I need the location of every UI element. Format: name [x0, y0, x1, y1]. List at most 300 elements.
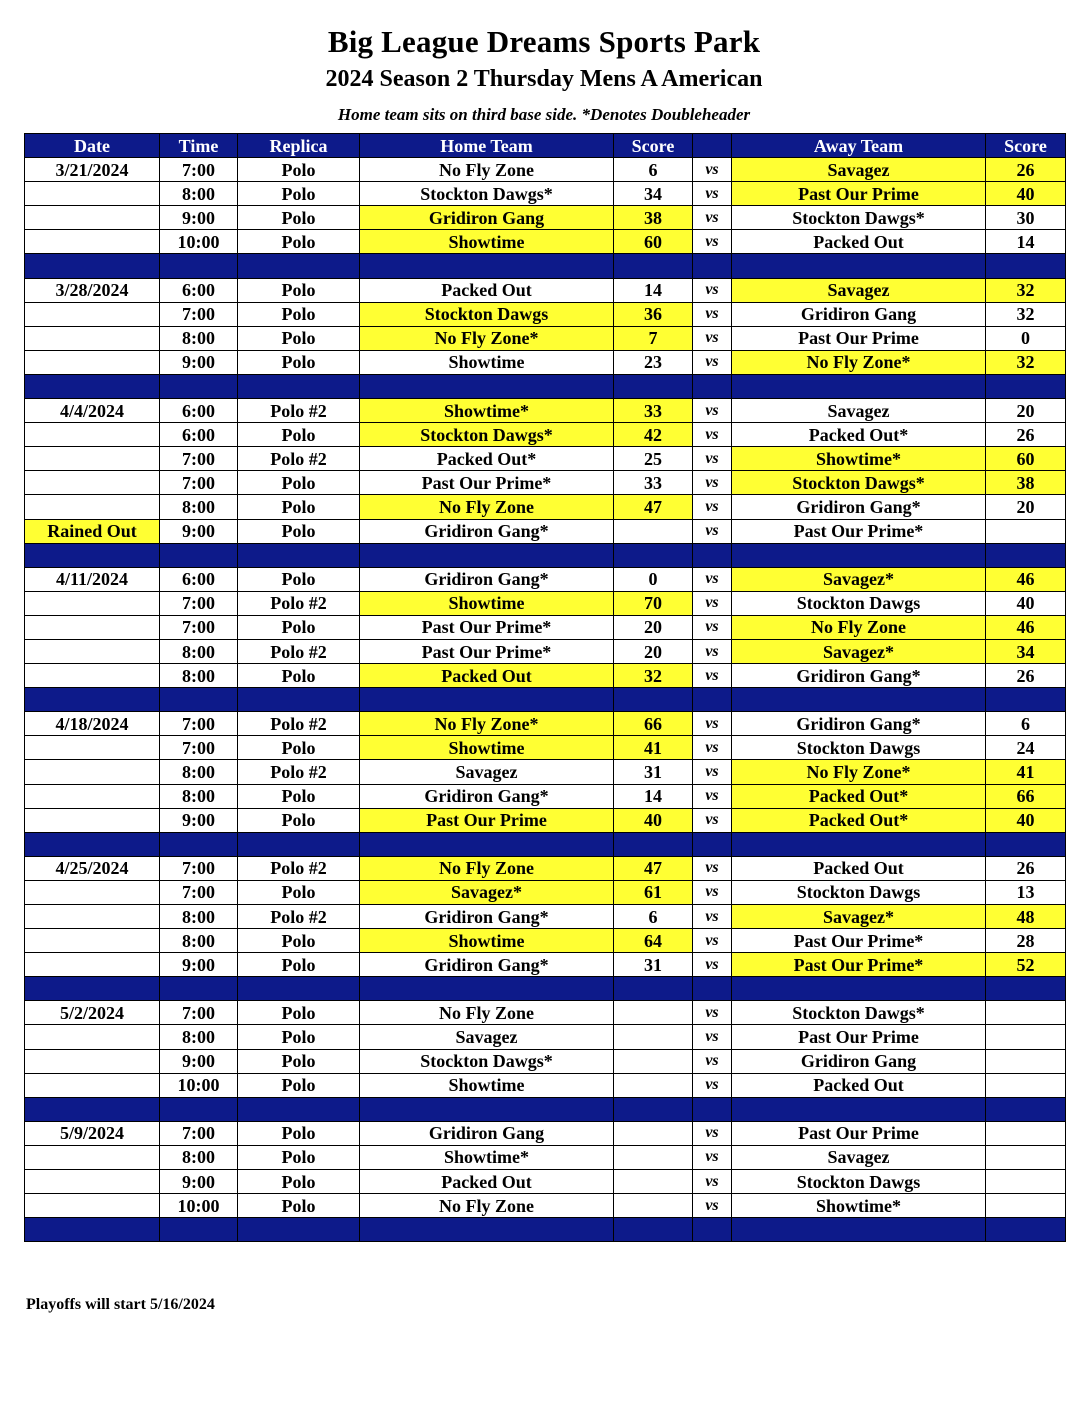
time-cell: 8:00 — [160, 929, 238, 953]
separator-cell — [360, 977, 614, 1001]
time-cell: 7:00 — [160, 591, 238, 615]
separator-cell — [25, 374, 160, 398]
vs-cell: vs — [693, 856, 732, 880]
week-separator-row — [25, 977, 1066, 1001]
vs-cell: vs — [693, 760, 732, 784]
home-score-cell — [614, 519, 693, 543]
game-row — [25, 953, 1066, 977]
home-team-cell: No Fly Zone* — [360, 712, 614, 736]
separator-cell — [160, 977, 238, 1001]
time-cell: 7:00 — [160, 471, 238, 495]
date-cell — [25, 736, 160, 760]
away-team-cell: Stockton Dawgs — [732, 1170, 986, 1194]
time-cell: 10:00 — [160, 1073, 238, 1097]
home-team-cell: Gridiron Gang* — [360, 784, 614, 808]
vs-cell: vs — [693, 929, 732, 953]
week-separator-row — [25, 1218, 1066, 1242]
separator-cell — [160, 1218, 238, 1242]
week-separator-row — [25, 543, 1066, 567]
game-row — [25, 230, 1066, 254]
home-score-cell: 34 — [614, 182, 693, 206]
game-row — [25, 784, 1066, 808]
time-cell: 7:00 — [160, 880, 238, 904]
game-row — [25, 278, 1066, 302]
separator-cell — [238, 374, 360, 398]
time-cell: 7:00 — [160, 712, 238, 736]
away-score-cell — [986, 1025, 1066, 1049]
time-cell: 9:00 — [160, 206, 238, 230]
away-score-cell: 26 — [986, 664, 1066, 688]
home-score-cell: 41 — [614, 736, 693, 760]
away-score-cell — [986, 1145, 1066, 1169]
separator-cell — [986, 832, 1066, 856]
vs-cell: vs — [693, 399, 732, 423]
separator-cell — [238, 832, 360, 856]
date-cell — [25, 350, 160, 374]
home-team-cell: Past Our Prime* — [360, 615, 614, 639]
home-team-cell: Savagez — [360, 1025, 614, 1049]
replica-cell: Polo — [238, 326, 360, 350]
vs-cell: vs — [693, 808, 732, 832]
page-subtitle: 2024 Season 2 Thursday Mens A American — [325, 66, 763, 92]
separator-cell — [25, 832, 160, 856]
home-team-cell: No Fly Zone* — [360, 326, 614, 350]
vs-cell: vs — [693, 182, 732, 206]
away-team-cell: Savagez — [732, 278, 986, 302]
away-team-cell: Past Our Prime* — [732, 929, 986, 953]
separator-cell — [986, 1097, 1066, 1121]
away-score-cell — [986, 1194, 1066, 1218]
game-row — [25, 1121, 1066, 1145]
game-row — [25, 447, 1066, 471]
col-header-away-team: Away Team — [732, 134, 986, 158]
separator-cell — [360, 1218, 614, 1242]
home-team-cell: No Fly Zone — [360, 158, 614, 182]
replica-cell: Polo — [238, 1194, 360, 1218]
away-score-cell: 0 — [986, 326, 1066, 350]
vs-cell: vs — [693, 1001, 732, 1025]
date-cell: 4/11/2024 — [25, 567, 160, 591]
game-row — [25, 182, 1066, 206]
home-score-cell — [614, 1170, 693, 1194]
game-row — [25, 158, 1066, 182]
home-team-cell: No Fly Zone — [360, 495, 614, 519]
away-team-cell: Savagez* — [732, 905, 986, 929]
vs-cell: vs — [693, 1194, 732, 1218]
time-cell: 6:00 — [160, 423, 238, 447]
separator-cell — [238, 1218, 360, 1242]
page-title: Big League Dreams Sports Park — [327, 24, 761, 59]
col-header-home-score: Score — [614, 134, 693, 158]
date-cell — [25, 1194, 160, 1218]
vs-cell: vs — [693, 1073, 732, 1097]
date-cell: 4/25/2024 — [25, 856, 160, 880]
replica-cell: Polo — [238, 302, 360, 326]
date-cell — [25, 1145, 160, 1169]
home-team-cell: No Fly Zone — [360, 1001, 614, 1025]
separator-cell — [732, 254, 986, 278]
date-cell — [25, 447, 160, 471]
separator-cell — [238, 254, 360, 278]
vs-cell: vs — [693, 302, 732, 326]
home-team-cell: Showtime — [360, 591, 614, 615]
separator-cell — [160, 832, 238, 856]
replica-cell: Polo — [238, 495, 360, 519]
date-cell — [25, 1073, 160, 1097]
home-team-cell: Gridiron Gang* — [360, 905, 614, 929]
schedule-body — [25, 158, 1066, 1242]
separator-cell — [360, 832, 614, 856]
replica-cell: Polo — [238, 953, 360, 977]
away-team-cell: Packed Out* — [732, 423, 986, 447]
separator-cell — [25, 977, 160, 1001]
away-team-cell: Past Our Prime* — [732, 953, 986, 977]
replica-cell: Polo — [238, 423, 360, 447]
separator-cell — [732, 977, 986, 1001]
date-cell — [25, 905, 160, 929]
replica-cell: Polo #2 — [238, 712, 360, 736]
game-row — [25, 905, 1066, 929]
away-score-cell: 40 — [986, 591, 1066, 615]
date-cell: 5/2/2024 — [25, 1001, 160, 1025]
game-row — [25, 1145, 1066, 1169]
time-cell: 8:00 — [160, 639, 238, 663]
away-team-cell: Stockton Dawgs* — [732, 471, 986, 495]
replica-cell: Polo — [238, 206, 360, 230]
separator-cell — [986, 374, 1066, 398]
game-row — [25, 880, 1066, 904]
vs-cell: vs — [693, 471, 732, 495]
replica-cell: Polo — [238, 1121, 360, 1145]
col-header-date: Date — [25, 134, 160, 158]
home-team-cell: Showtime — [360, 1073, 614, 1097]
home-score-cell: 61 — [614, 880, 693, 904]
home-team-cell: Stockton Dawgs — [360, 302, 614, 326]
time-cell: 8:00 — [160, 905, 238, 929]
away-score-cell — [986, 1001, 1066, 1025]
home-team-cell: Packed Out — [360, 664, 614, 688]
home-team-cell: Showtime — [360, 230, 614, 254]
away-score-cell: 32 — [986, 278, 1066, 302]
col-header-home-team: Home Team — [360, 134, 614, 158]
date-cell — [25, 302, 160, 326]
game-row — [25, 639, 1066, 663]
week-separator-row — [25, 254, 1066, 278]
home-score-cell: 70 — [614, 591, 693, 615]
replica-cell: Polo — [238, 350, 360, 374]
date-cell — [25, 639, 160, 663]
vs-cell: vs — [693, 712, 732, 736]
replica-cell: Polo — [238, 1025, 360, 1049]
away-score-cell: 48 — [986, 905, 1066, 929]
date-cell — [25, 423, 160, 447]
game-row — [25, 856, 1066, 880]
vs-cell: vs — [693, 326, 732, 350]
time-cell: 8:00 — [160, 760, 238, 784]
game-row — [25, 808, 1066, 832]
game-row — [25, 423, 1066, 447]
replica-cell: Polo #2 — [238, 639, 360, 663]
separator-cell — [732, 374, 986, 398]
date-cell: 3/21/2024 — [25, 158, 160, 182]
away-score-cell: 20 — [986, 495, 1066, 519]
home-team-cell: Showtime — [360, 350, 614, 374]
replica-cell: Polo — [238, 784, 360, 808]
home-score-cell — [614, 1025, 693, 1049]
home-score-cell — [614, 1073, 693, 1097]
away-team-cell: Packed Out — [732, 856, 986, 880]
date-cell — [25, 591, 160, 615]
separator-cell — [732, 1097, 986, 1121]
home-team-cell: Gridiron Gang — [360, 1121, 614, 1145]
away-score-cell: 30 — [986, 206, 1066, 230]
time-cell: 6:00 — [160, 278, 238, 302]
time-cell: 7:00 — [160, 615, 238, 639]
date-cell — [25, 880, 160, 904]
replica-cell: Polo #2 — [238, 399, 360, 423]
time-cell: 6:00 — [160, 567, 238, 591]
vs-cell: vs — [693, 495, 732, 519]
vs-cell: vs — [693, 1121, 732, 1145]
vs-cell: vs — [693, 1145, 732, 1169]
away-score-cell: 40 — [986, 808, 1066, 832]
home-score-cell: 66 — [614, 712, 693, 736]
home-team-cell: Gridiron Gang* — [360, 567, 614, 591]
game-row — [25, 495, 1066, 519]
game-row — [25, 1170, 1066, 1194]
separator-cell — [614, 977, 693, 1001]
vs-cell: vs — [693, 206, 732, 230]
vs-cell: vs — [693, 1025, 732, 1049]
game-row — [25, 471, 1066, 495]
home-score-cell: 7 — [614, 326, 693, 350]
away-score-cell: 32 — [986, 302, 1066, 326]
game-row — [25, 350, 1066, 374]
away-team-cell: Gridiron Gang* — [732, 664, 986, 688]
replica-cell: Polo — [238, 182, 360, 206]
away-score-cell: 46 — [986, 567, 1066, 591]
separator-cell — [732, 543, 986, 567]
separator-cell — [693, 688, 732, 712]
vs-cell: vs — [693, 567, 732, 591]
away-team-cell: Past Our Prime — [732, 326, 986, 350]
vs-cell: vs — [693, 784, 732, 808]
separator-cell — [238, 977, 360, 1001]
game-row — [25, 567, 1066, 591]
separator-cell — [360, 254, 614, 278]
away-score-cell: 34 — [986, 639, 1066, 663]
separator-cell — [732, 832, 986, 856]
away-score-cell: 26 — [986, 423, 1066, 447]
home-team-cell: Past Our Prime* — [360, 639, 614, 663]
separator-cell — [732, 688, 986, 712]
game-row — [25, 1194, 1066, 1218]
away-team-cell: Packed Out* — [732, 784, 986, 808]
time-cell: 7:00 — [160, 447, 238, 471]
time-cell: 7:00 — [160, 856, 238, 880]
time-cell: 8:00 — [160, 182, 238, 206]
replica-cell: Polo #2 — [238, 447, 360, 471]
separator-cell — [693, 254, 732, 278]
separator-cell — [360, 688, 614, 712]
away-score-cell — [986, 1049, 1066, 1073]
away-team-cell: Showtime* — [732, 1194, 986, 1218]
separator-cell — [360, 374, 614, 398]
replica-cell: Polo — [238, 230, 360, 254]
home-score-cell — [614, 1049, 693, 1073]
replica-cell: Polo #2 — [238, 591, 360, 615]
date-cell: 5/9/2024 — [25, 1121, 160, 1145]
away-team-cell: Gridiron Gang* — [732, 712, 986, 736]
home-team-cell: Gridiron Gang* — [360, 953, 614, 977]
doubleheader-note: Home team sits on third base side. *Denotes Doubleheader — [337, 105, 751, 124]
home-team-cell: Past Our Prime — [360, 808, 614, 832]
game-row — [25, 664, 1066, 688]
replica-cell: Polo — [238, 1170, 360, 1194]
separator-cell — [986, 254, 1066, 278]
away-team-cell: Past Our Prime — [732, 1025, 986, 1049]
away-team-cell: Savagez — [732, 1145, 986, 1169]
away-team-cell: No Fly Zone* — [732, 760, 986, 784]
vs-cell: vs — [693, 880, 732, 904]
time-cell: 8:00 — [160, 326, 238, 350]
away-team-cell: Packed Out — [732, 230, 986, 254]
home-score-cell: 47 — [614, 856, 693, 880]
away-team-cell: Savagez* — [732, 567, 986, 591]
away-team-cell: Packed Out* — [732, 808, 986, 832]
home-score-cell: 47 — [614, 495, 693, 519]
home-score-cell: 14 — [614, 784, 693, 808]
away-score-cell: 40 — [986, 182, 1066, 206]
home-score-cell: 31 — [614, 953, 693, 977]
game-row — [25, 519, 1066, 543]
date-cell — [25, 230, 160, 254]
date-cell — [25, 1025, 160, 1049]
separator-cell — [986, 543, 1066, 567]
time-cell: 7:00 — [160, 302, 238, 326]
home-score-cell: 23 — [614, 350, 693, 374]
away-score-cell — [986, 1121, 1066, 1145]
away-team-cell: Gridiron Gang — [732, 302, 986, 326]
time-cell: 10:00 — [160, 1194, 238, 1218]
replica-cell: Polo — [238, 736, 360, 760]
home-score-cell: 36 — [614, 302, 693, 326]
separator-cell — [693, 1218, 732, 1242]
replica-cell: Polo — [238, 1145, 360, 1169]
away-team-cell: No Fly Zone* — [732, 350, 986, 374]
separator-cell — [693, 543, 732, 567]
time-cell: 9:00 — [160, 1170, 238, 1194]
vs-cell: vs — [693, 905, 732, 929]
replica-cell: Polo — [238, 664, 360, 688]
separator-cell — [160, 374, 238, 398]
away-score-cell — [986, 1073, 1066, 1097]
away-team-cell: Showtime* — [732, 447, 986, 471]
game-row — [25, 591, 1066, 615]
col-header-replica: Replica — [238, 134, 360, 158]
home-score-cell: 64 — [614, 929, 693, 953]
separator-cell — [693, 832, 732, 856]
home-score-cell: 20 — [614, 639, 693, 663]
game-row — [25, 399, 1066, 423]
home-team-cell: Showtime* — [360, 399, 614, 423]
separator-cell — [614, 832, 693, 856]
date-cell — [25, 495, 160, 519]
home-team-cell: Past Our Prime* — [360, 471, 614, 495]
separator-cell — [693, 1097, 732, 1121]
away-team-cell: Stockton Dawgs — [732, 736, 986, 760]
away-team-cell: Savagez* — [732, 639, 986, 663]
date-cell — [25, 206, 160, 230]
home-score-cell: 31 — [614, 760, 693, 784]
separator-cell — [160, 688, 238, 712]
game-row — [25, 760, 1066, 784]
time-cell: 9:00 — [160, 519, 238, 543]
vs-cell: vs — [693, 615, 732, 639]
date-cell — [25, 1049, 160, 1073]
away-score-cell: 41 — [986, 760, 1066, 784]
home-team-cell: Stockton Dawgs* — [360, 182, 614, 206]
separator-cell — [25, 688, 160, 712]
time-cell: 9:00 — [160, 808, 238, 832]
separator-cell — [986, 977, 1066, 1001]
away-score-cell: 14 — [986, 230, 1066, 254]
vs-cell: vs — [693, 423, 732, 447]
separator-cell — [614, 374, 693, 398]
separator-cell — [986, 688, 1066, 712]
away-score-cell: 60 — [986, 447, 1066, 471]
replica-cell: Polo — [238, 808, 360, 832]
separator-cell — [360, 543, 614, 567]
replica-cell: Polo — [238, 567, 360, 591]
home-team-cell: Showtime* — [360, 1145, 614, 1169]
vs-cell: vs — [693, 447, 732, 471]
home-score-cell: 32 — [614, 664, 693, 688]
date-cell — [25, 1170, 160, 1194]
away-team-cell: Savagez — [732, 158, 986, 182]
time-cell: 7:00 — [160, 158, 238, 182]
replica-cell: Polo — [238, 1073, 360, 1097]
time-cell: 8:00 — [160, 664, 238, 688]
date-cell: 4/18/2024 — [25, 712, 160, 736]
game-row — [25, 929, 1066, 953]
away-team-cell: No Fly Zone — [732, 615, 986, 639]
week-separator-row — [25, 832, 1066, 856]
game-row — [25, 615, 1066, 639]
away-score-cell: 24 — [986, 736, 1066, 760]
date-cell — [25, 784, 160, 808]
away-team-cell: Stockton Dawgs* — [732, 206, 986, 230]
separator-cell — [614, 1218, 693, 1242]
replica-cell: Polo — [238, 1049, 360, 1073]
time-cell: 7:00 — [160, 1001, 238, 1025]
date-cell: 4/4/2024 — [25, 399, 160, 423]
date-cell — [25, 615, 160, 639]
replica-cell: Polo — [238, 929, 360, 953]
separator-cell — [614, 688, 693, 712]
date-cell — [25, 471, 160, 495]
away-team-cell: Stockton Dawgs — [732, 591, 986, 615]
separator-cell — [25, 1097, 160, 1121]
away-team-cell: Past Our Prime — [732, 182, 986, 206]
home-team-cell: Packed Out* — [360, 447, 614, 471]
game-row — [25, 1073, 1066, 1097]
time-cell: 9:00 — [160, 953, 238, 977]
away-score-cell: 52 — [986, 953, 1066, 977]
separator-cell — [25, 1218, 160, 1242]
replica-cell: Polo #2 — [238, 856, 360, 880]
home-team-cell: Savagez — [360, 760, 614, 784]
